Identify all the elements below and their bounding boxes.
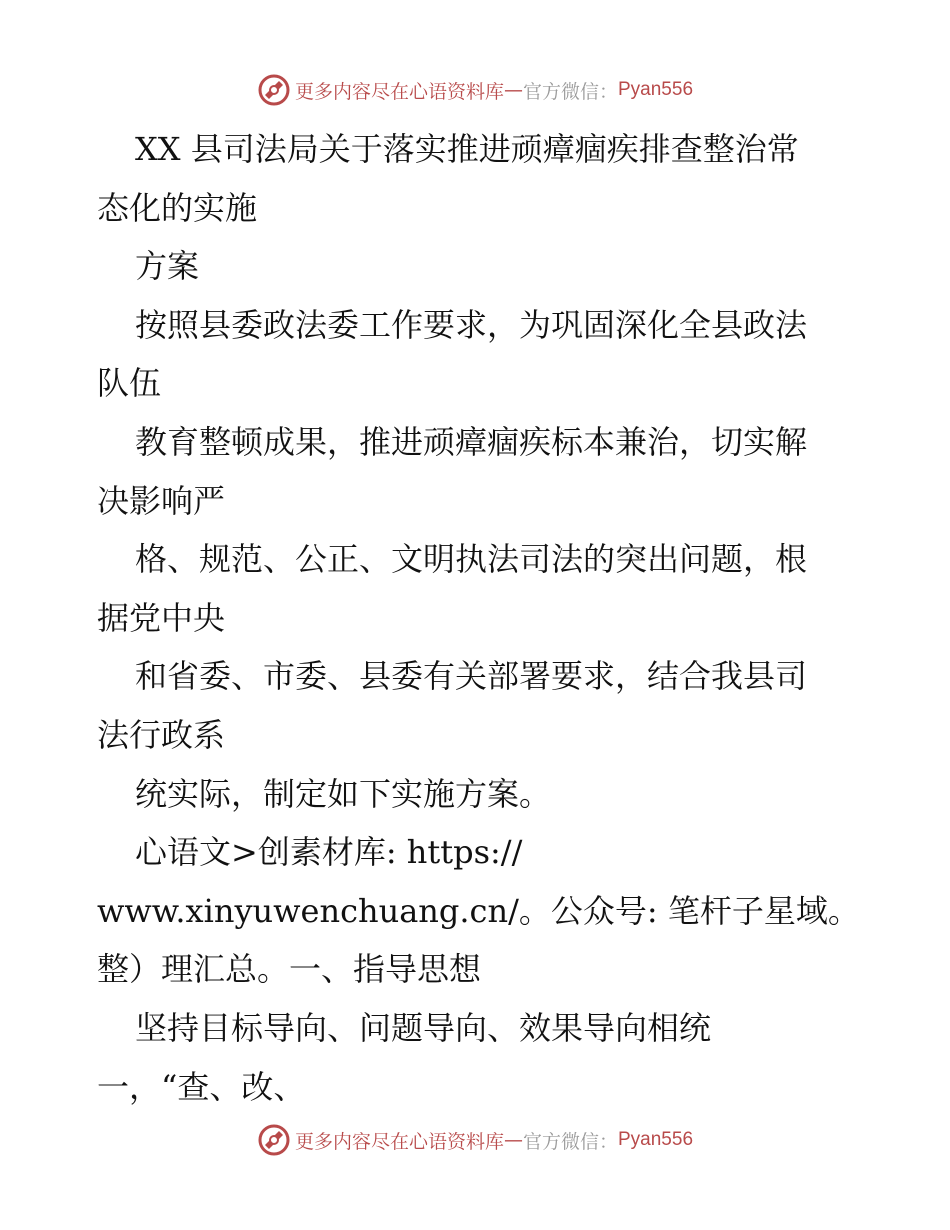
watermark-wechat-id: Pyan556 xyxy=(618,1129,694,1150)
doc-text-line: 法行政系 xyxy=(97,715,226,754)
doc-text-line: 统实际，制定如下实施方案。 xyxy=(135,774,552,813)
doc-text-line: 决影响严 xyxy=(97,481,226,520)
watermark-wechat-label: 官方微信： xyxy=(522,1130,618,1153)
doc-text-line: 按照县委政法委工作要求，为巩固深化全县政法 xyxy=(135,305,808,344)
watermark-wechat-id: Pyan556 xyxy=(618,79,694,100)
doc-text-line: 教育整顿成果，推进顽瘴痼疾标本兼治，切实解 xyxy=(135,422,808,461)
doc-text-line: 坚持目标导向、问题导向、效果导向相统 xyxy=(135,1008,712,1047)
doc-text-line: 一，“查、改、 xyxy=(97,1067,306,1106)
doc-title-line-3: 方案 xyxy=(135,247,200,286)
doc-title-line-2: 态化的实施 xyxy=(97,188,258,227)
doc-text-line: 格、规范、公正、文明执法司法的突出问题，根 xyxy=(135,540,808,579)
watermark-text: 更多内容尽在心语资料库 xyxy=(294,80,504,103)
doc-text-line: 心语文>创素材库: https:// xyxy=(135,833,523,872)
doc-text-line: 据党中央 xyxy=(97,598,226,637)
brand-logo-icon xyxy=(257,73,291,107)
watermark-separator: — xyxy=(503,79,523,101)
doc-text-line: www.xinyuwenchuang.cn/。公众号: 笔杆子星域。 xyxy=(97,891,860,930)
watermark-text: 更多内容尽在心语资料库 xyxy=(294,1130,504,1153)
document-body xyxy=(97,120,867,1116)
doc-title-line-1: XX 县司法局关于落实推进顽瘴痼疾排查整治常 xyxy=(135,130,799,168)
watermark-separator: — xyxy=(503,1129,523,1151)
doc-text-line: 队伍 xyxy=(97,364,162,403)
doc-section-heading-line: 整）理汇总。一、指导思想 xyxy=(97,950,482,989)
watermark-banner-bottom xyxy=(0,1120,950,1160)
brand-logo-icon xyxy=(257,1123,291,1157)
watermark-banner-top xyxy=(0,70,950,110)
watermark-wechat-label: 官方微信： xyxy=(522,80,618,103)
doc-text-line: 和省委、市委、县委有关部署要求，结合我县司 xyxy=(135,657,808,696)
